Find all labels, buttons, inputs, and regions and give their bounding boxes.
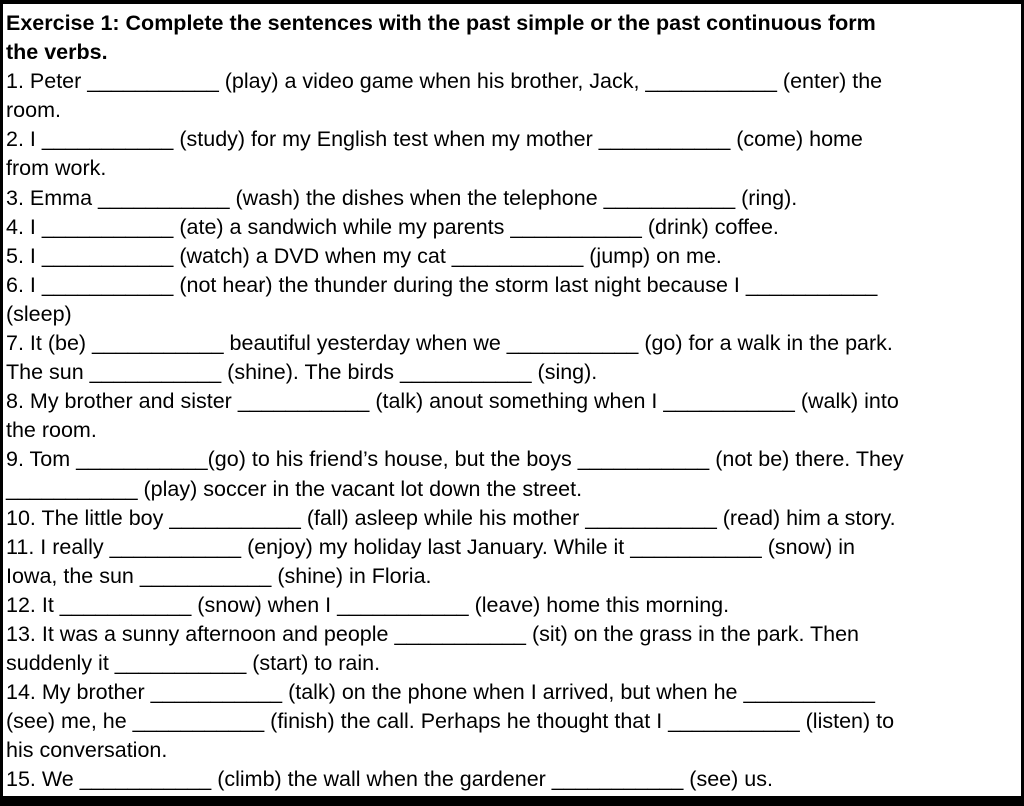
exercise-line: 10. The little boy ___________ (fall) asleep while his mother ___________ (read) him a story. bbox=[6, 505, 896, 530]
worksheet-page bbox=[3, 4, 1021, 796]
exercise-line: 5. I ___________ (watch) a DVD when my cat ___________ (jump) on me. bbox=[6, 243, 722, 268]
exercise-line: The sun ___________ (shine). The birds ___________ (sing). bbox=[6, 360, 598, 385]
exercise-line: 4. I ___________ (ate) a sandwich while my parents ___________ (drink) coffee. bbox=[6, 214, 779, 239]
exercise-line: 6. I ___________ (not hear) the thunder during the storm last night because I ___________ bbox=[6, 272, 878, 297]
exercise-title-line-1: Exercise 1: Complete the sentences with the past simple or the past continuous form bbox=[6, 11, 876, 35]
exercise-line: ___________ (play) soccer in the vacant lot down the street. bbox=[6, 476, 583, 501]
exercise-line: his conversation. bbox=[6, 738, 168, 763]
exercise-line: Iowa, the sun ___________ (shine) in Floria. bbox=[6, 563, 432, 588]
worksheet-content bbox=[6, 9, 1018, 795]
exercise-line: 2. I ___________ (study) for my English test when my mother ___________ (come) home bbox=[6, 127, 863, 152]
exercise-line: 3. Emma ___________ (wash) the dishes when the telephone ___________ (ring). bbox=[6, 185, 798, 210]
exercise-line: 11. I really ___________ (enjoy) my holiday last January. While it ___________ (snow) in bbox=[6, 534, 855, 559]
exercise-line: 15. We ___________ (climb) the wall when the gardener ___________ (see) us. bbox=[6, 767, 773, 792]
exercise-line: the room. bbox=[6, 418, 97, 443]
exercise-line: 14. My brother ___________ (talk) on the phone when I arrived, but when he ___________ bbox=[6, 680, 875, 705]
exercise-line: suddenly it ___________ (start) to rain. bbox=[6, 651, 381, 676]
exercise-line: (sleep) bbox=[6, 301, 72, 326]
exercise-line: room. bbox=[6, 98, 61, 123]
exercise-line: 13. It was a sunny afternoon and people ___________ (sit) on the grass in the park. Then bbox=[6, 621, 860, 646]
exercise-line: 12. It ___________ (snow) when I ___________ (leave) home this morning. bbox=[6, 592, 730, 617]
exercise-line: from work. bbox=[6, 156, 107, 181]
exercise-line: (see) me, he ___________ (finish) the call. Perhaps he thought that I ___________ (listen) to bbox=[6, 709, 895, 734]
exercise-line: 8. My brother and sister ___________ (talk) anout something when I ___________ (walk) into bbox=[6, 389, 899, 414]
exercise-line: 7. It (be) ___________ beautiful yesterday when we ___________ (go) for a walk in the park. bbox=[6, 331, 893, 356]
exercise-line: 1. Peter ___________ (play) a video game when his brother, Jack, ___________ (enter) the bbox=[6, 69, 883, 94]
exercise-line: 9. Tom ___________(go) to his friend’s house, but the boys ___________ (not be) there. They bbox=[6, 447, 904, 472]
exercise-title-line-2: the verbs. bbox=[6, 40, 108, 65]
